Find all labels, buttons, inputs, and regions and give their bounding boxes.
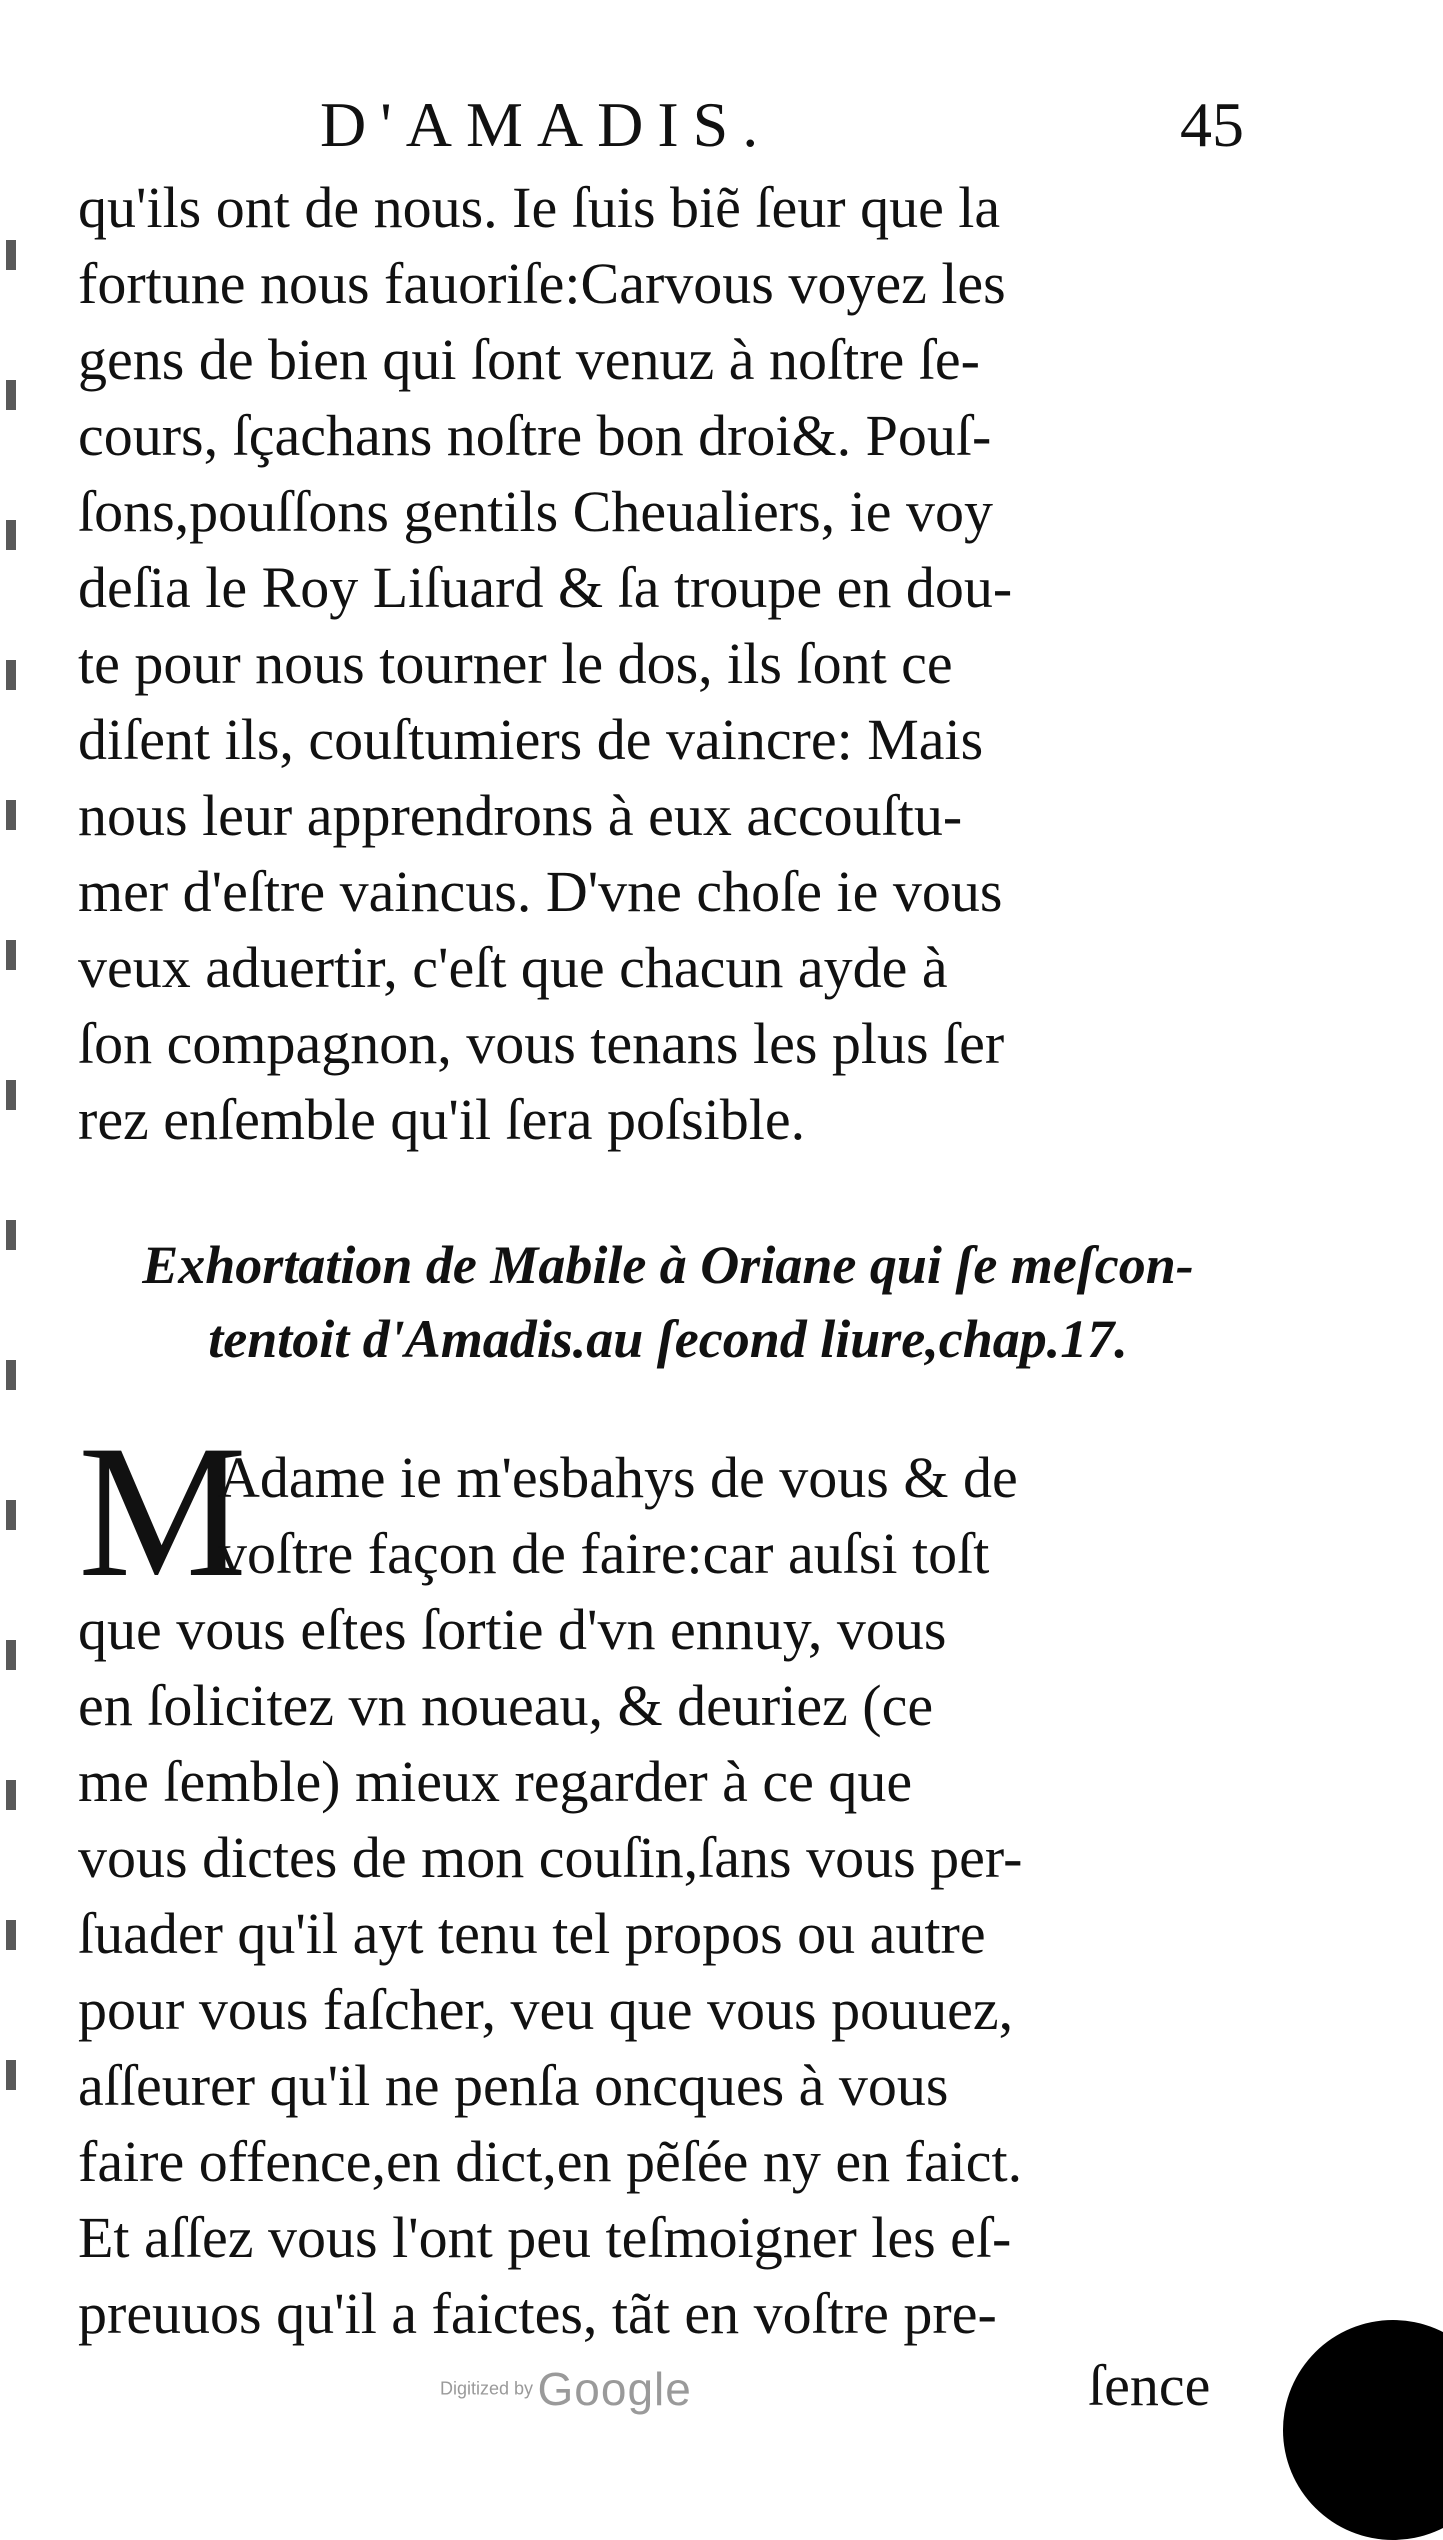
- page-header: [0, 88, 1443, 178]
- text-line: ſuader qu'il ayt tenu tel propos ou autre: [78, 1901, 986, 1966]
- digitized-watermark: [440, 2362, 692, 2416]
- text-line: que vous eſtes ſortie d'vn ennuy, vous: [78, 1597, 947, 1662]
- text-line: diſent ils, couſtumiers de vaincre: Mais: [78, 707, 984, 772]
- text-line: nous leur apprendrons à eux accouſtu-: [78, 783, 963, 848]
- text-line: deſia le Roy Liſuard & ſa troupe en dou-: [78, 555, 1013, 620]
- heading-line: tentoit d'Amadis.au ſecond liure,chap.17.: [208, 1309, 1128, 1369]
- text-line: fortune nous fauoriſe:Carvous voyez les: [78, 251, 1006, 316]
- gutter-scan-marks: [6, 180, 16, 2180]
- text-line: cours, ſçachans noſtre bon droi&. Pouſ-: [78, 403, 992, 468]
- page-number: 45: [1180, 89, 1244, 160]
- text-line: me ſemble) mieux regarder à ce que: [78, 1749, 913, 1814]
- text-line: Adame ie m'esbahys de vous & de: [218, 1445, 1018, 1510]
- thumb-shadow: [1283, 2320, 1443, 2540]
- text-line: aſſeurer qu'il ne penſa oncques à vous: [78, 2053, 949, 2118]
- watermark-brand: Google: [537, 2363, 692, 2415]
- text-line: preuuos qu'il a faictes, tãt en voſtre pre-: [78, 2281, 997, 2346]
- catchword: ſence: [1088, 2353, 1211, 2418]
- section-heading: [78, 1228, 1258, 1376]
- text-line: veux aduertir, c'eſt que chacun ayde à: [78, 935, 948, 1000]
- text-line: Et aſſez vous l'ont peu teſmoigner les eſ-: [78, 2205, 1012, 2270]
- text-line: pour vous faſcher, veu que vous pouuez,: [78, 1977, 1014, 2042]
- text-line: mer d'eſtre vaincus. D'vne choſe ie vous: [78, 859, 1003, 924]
- text-line: qu'ils ont de nous. Ie ſuis biẽ ſeur que la: [78, 175, 1001, 240]
- text-line: faire offence,en dict,en pẽſée ny en faict.: [78, 2129, 1023, 2194]
- paragraph-1: [78, 170, 1258, 1158]
- text-line: ſons,pouſſons gentils Cheualiers, ie voy: [78, 479, 994, 544]
- text-line: gens de bien qui ſont venuz à noſtre ſe-: [78, 327, 980, 392]
- heading-line: Exhortation de Mabile à Oriane qui ſe meſcon-: [142, 1235, 1194, 1295]
- paragraph-2: [78, 1440, 1258, 2352]
- running-head: D'AMADIS.: [320, 89, 773, 160]
- text-line: en ſolicitez vn noueau, & deuriez (ce: [78, 1673, 934, 1738]
- text-line: rez enſemble qu'il ſera poſsible.: [78, 1087, 806, 1152]
- text-line: vous dictes de mon couſin,ſans vous per-: [78, 1825, 1023, 1890]
- text-line: voſtre façon de faire:car auſsi toſt: [218, 1521, 990, 1586]
- drop-cap: M: [78, 1407, 247, 1617]
- text-line: ſon compagnon, vous tenans les plus ſer: [78, 1011, 1005, 1076]
- text-line: te pour nous tourner le dos, ils ſont ce: [78, 631, 953, 696]
- watermark-prefix: Digitized by: [440, 2378, 534, 2399]
